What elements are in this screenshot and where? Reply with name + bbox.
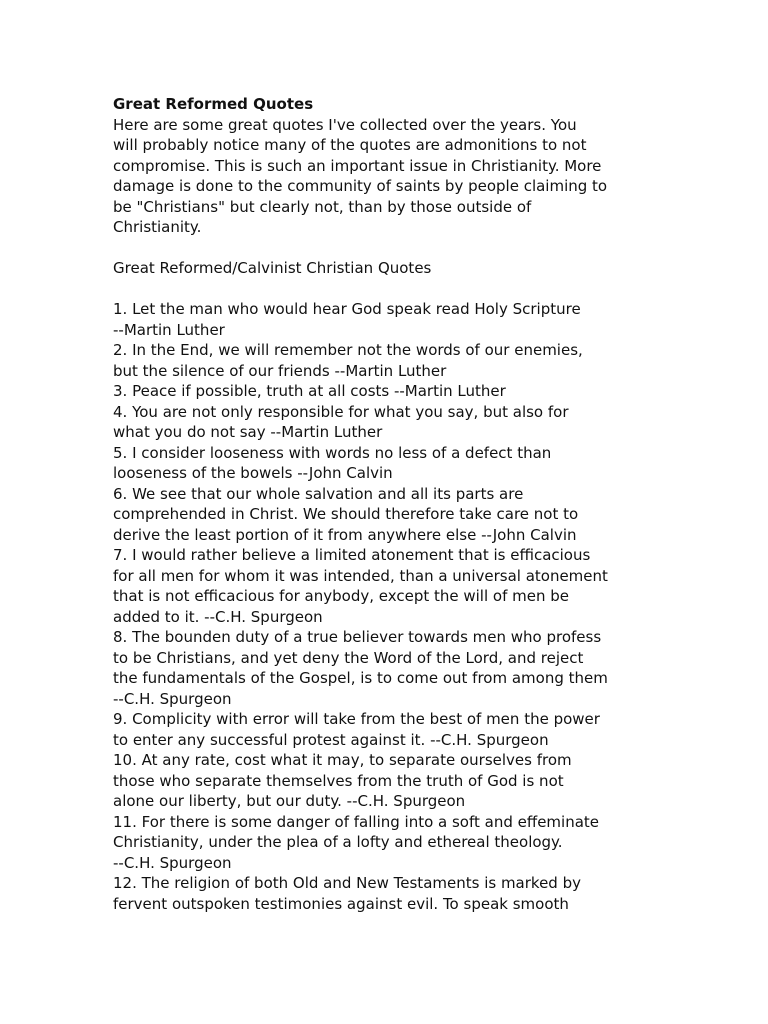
quote-line: Christianity, under the plea of a lofty and ethereal theology. xyxy=(113,833,563,851)
spacer xyxy=(113,238,658,259)
quote-line: 5. I consider looseness with words no less of a defect than xyxy=(113,443,552,462)
document-page xyxy=(113,94,658,914)
quote-line: but the silence of our friends --Martin Luther xyxy=(113,361,447,380)
quote-line: 12. The religion of both Old and New Testaments is marked by xyxy=(113,874,581,892)
quote-line: --C.H. Spurgeon xyxy=(113,689,232,708)
quote-line: for all men for whom it was intended, than a universal atonement xyxy=(113,566,608,585)
spacer xyxy=(113,279,658,300)
quote-line: 3. Peace if possible, truth at all costs --Martin Luther xyxy=(113,382,506,400)
intro-line: damage is done to the community of saints by people claiming to xyxy=(113,177,608,195)
document-title: Great Reformed Quotes xyxy=(113,95,314,113)
quote-line: 11. For there is some danger of falling into a soft and effeminate xyxy=(113,812,600,831)
quote-line: to enter any successful protest against it. --C.H. Spurgeon xyxy=(113,730,549,749)
quote-line: 8. The bounden duty of a true believer towards men who profess xyxy=(113,628,602,646)
quote-line: 7. I would rather believe a limited atonement that is efficacious xyxy=(113,546,591,564)
intro-line: will probably notice many of the quotes are admonitions to not xyxy=(113,136,587,154)
quote-line: --C.H. Spurgeon xyxy=(113,853,232,872)
quote-line: 10. At any rate, cost what it may, to separate ourselves from xyxy=(113,751,572,769)
quote-list xyxy=(113,299,658,914)
intro-line: Here are some great quotes I've collected over the years. You xyxy=(113,115,577,134)
quote-line: what you do not say --Martin Luther xyxy=(113,423,383,441)
quote-line: comprehended in Christ. We should therefore take care not to xyxy=(113,505,579,523)
quote-line: 2. In the End, we will remember not the words of our enemies, xyxy=(113,341,583,359)
section-heading: Great Reformed/Calvinist Christian Quotes xyxy=(113,259,432,277)
intro-paragraph xyxy=(113,115,658,238)
quote-line: alone our liberty, but our duty. --C.H. Spurgeon xyxy=(113,792,466,810)
intro-line: be "Christians" but clearly not, than by those outside of xyxy=(113,197,532,216)
quote-line: --Martin Luther xyxy=(113,320,225,339)
intro-line: compromise. This is such an important issue in Christianity. More xyxy=(113,156,602,175)
quote-line: fervent outspoken testimonies against evil. To speak smooth xyxy=(113,894,569,913)
quote-line: derive the least portion of it from anywhere else --John Calvin xyxy=(113,525,577,544)
quote-line: 4. You are not only responsible for what you say, but also for xyxy=(113,402,569,421)
quote-line: 6. We see that our whole salvation and all its parts are xyxy=(113,484,524,503)
quote-line: the fundamentals of the Gospel, is to come out from among them xyxy=(113,669,608,687)
quote-line: that is not efficacious for anybody, except the will of men be xyxy=(113,587,570,605)
quote-line: 1. Let the man who would hear God speak read Holy Scripture xyxy=(113,300,581,318)
quote-line: looseness of the bowels --John Calvin xyxy=(113,464,393,482)
quote-line: 9. Complicity with error will take from the best of men the power xyxy=(113,710,600,728)
quote-line: those who separate themselves from the truth of God is not xyxy=(113,771,564,790)
quote-line: to be Christians, and yet deny the Word of the Lord, and reject xyxy=(113,648,584,667)
intro-line: Christianity. xyxy=(113,218,202,236)
quote-line: added to it. --C.H. Spurgeon xyxy=(113,607,323,626)
